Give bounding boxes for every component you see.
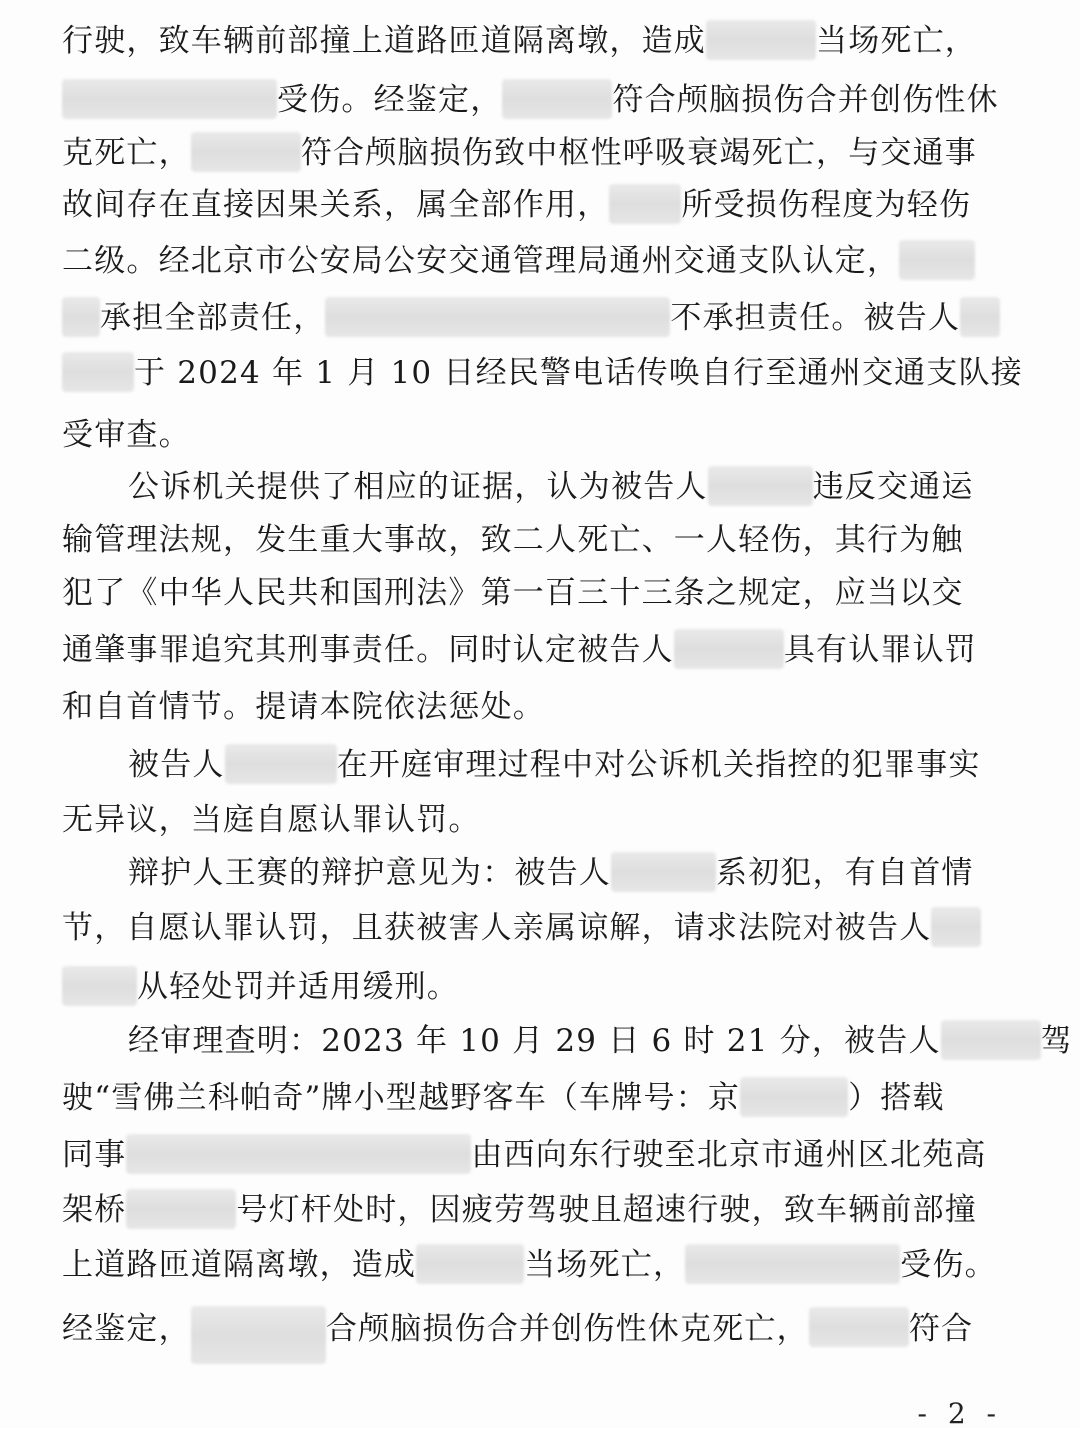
redaction-block [931,907,981,947]
text-segment: 当场死亡， [816,23,977,59]
text-segment: 受伤。经鉴定， [277,82,503,118]
redaction-block [191,132,301,172]
text-segment: 和自首情节。提请本院依法惩处。 [62,689,545,725]
text-line [62,682,545,732]
redaction-block [126,1189,236,1229]
text-line [62,1296,973,1346]
text-segment: 受伤。 [900,1247,997,1283]
text-segment: 符合颅脑损伤合并创伤性休 [612,82,999,118]
text-segment: 于 2024 年 1 月 10 日经民警电话传唤自行至通州交通支队接 [134,355,1023,391]
text-segment: 行驶，致车辆前部撞上道路匝道隔离墩，造成 [62,23,706,59]
text-line [62,1073,945,1123]
text-segment: 合颅脑损伤合并创伤性休克死亡， [325,1310,809,1347]
redaction-block [416,1244,524,1284]
redaction-block [674,629,784,669]
text-line [62,903,981,953]
text-segment: 由西向东行驶至北京市通州区北苑高 [471,1137,987,1173]
text-segment: 经鉴定， [62,1310,191,1347]
text-line [62,1016,1073,1066]
redaction-block [126,1134,471,1174]
redaction-block [62,352,134,392]
redaction-block [191,1306,326,1364]
redaction-block [225,744,337,784]
redaction-block [809,1307,909,1347]
text-segment: 二级。经北京市公安局公安交通管理局通州交通支队认定， [62,243,900,279]
text-segment: 通肇事罪追究其刑事责任。同时认定被告人 [62,632,674,668]
text-segment: 克死亡， [62,135,191,171]
text-segment: 无异议，当庭自愿认罪认罚。 [62,802,481,838]
redaction-block [685,1244,900,1284]
text-line [62,236,975,286]
text-line [62,848,974,898]
redaction-block [611,852,716,892]
text-line [62,410,191,460]
text-segment: 系初犯，有自首情 [716,855,974,891]
text-segment: 输管理法规，发生重大事故，致二人死亡、一人轻伤，其行为触 [62,522,964,558]
text-line [62,128,977,178]
text-line [62,348,1023,398]
redaction-block [62,79,277,119]
text-line [62,625,977,675]
text-segment: 犯了《中华人民共和国刑法》第一百三十三条之规定，应当以交 [62,575,964,611]
text-segment: 被告人 [128,747,225,783]
text-segment: 不承担责任。被告人 [670,300,961,336]
text-line [62,293,1000,343]
text-line [62,1185,977,1235]
text-segment: 故间存在直接因果关系，属全部作用， [62,187,610,223]
text-line [62,75,999,125]
redaction-block [941,1020,1041,1060]
redaction-block [740,1077,848,1117]
text-segment: 驾 [1040,1023,1073,1059]
redaction-block [62,297,100,337]
text-segment: 节，自愿认罪认罚，且获被害人亲属谅解，请求法院对被告人 [62,910,932,946]
text-line [62,740,981,790]
text-segment: 符合 [908,1310,974,1347]
text-line [62,1240,997,1290]
page-number: - 2 - [917,1397,1002,1430]
text-line [62,180,971,230]
text-segment: 经审理查明：2023 年 10 月 29 日 6 时 21 分，被告人 [128,1023,941,1059]
text-segment: 承担全部责任， [100,300,326,336]
redaction-block [62,966,137,1006]
redaction-block [708,466,813,506]
redaction-block [706,20,816,60]
text-segment: 公诉机关提供了相应的证据，认为被告人 [128,469,708,505]
text-segment: 号灯杆处时，因疲劳驾驶且超速行驶，致车辆前部撞 [236,1192,978,1228]
text-line [62,462,974,512]
text-segment: 驶“雪佛兰科帕奇”牌小型越野客车（车牌号：京 [62,1080,741,1116]
text-line [62,795,481,845]
text-segment: 上道路匝道隔离墩，造成 [62,1247,417,1283]
text-segment: 当场死亡， [524,1247,686,1283]
redaction-block [899,240,975,280]
text-line [62,1130,987,1180]
text-segment: 在开庭审理过程中对公诉机关指控的犯罪事实 [336,747,981,783]
text-segment: 从轻处罚并适用缓刑。 [137,969,459,1005]
text-segment: 架桥 [62,1192,127,1228]
redaction-block [502,79,612,119]
text-line [62,568,964,618]
redaction-block [960,297,1000,337]
text-segment: 辩护人王赛的辩护意见为：被告人 [128,855,611,891]
text-segment: 受审查。 [62,417,191,453]
text-segment: 同事 [62,1137,127,1173]
text-line [62,515,964,565]
text-line [62,16,977,66]
text-segment: 违反交通运 [812,469,974,505]
redaction-block [609,184,681,224]
text-segment: 具有认罪认罚 [783,632,978,668]
text-line [62,962,459,1012]
text-segment: 符合颅脑损伤致中枢性呼吸衰竭死亡，与交通事 [300,135,978,171]
text-segment: ）搭载 [848,1080,945,1116]
text-segment: 所受损伤程度为轻伤 [681,187,972,223]
redaction-block [325,297,670,337]
